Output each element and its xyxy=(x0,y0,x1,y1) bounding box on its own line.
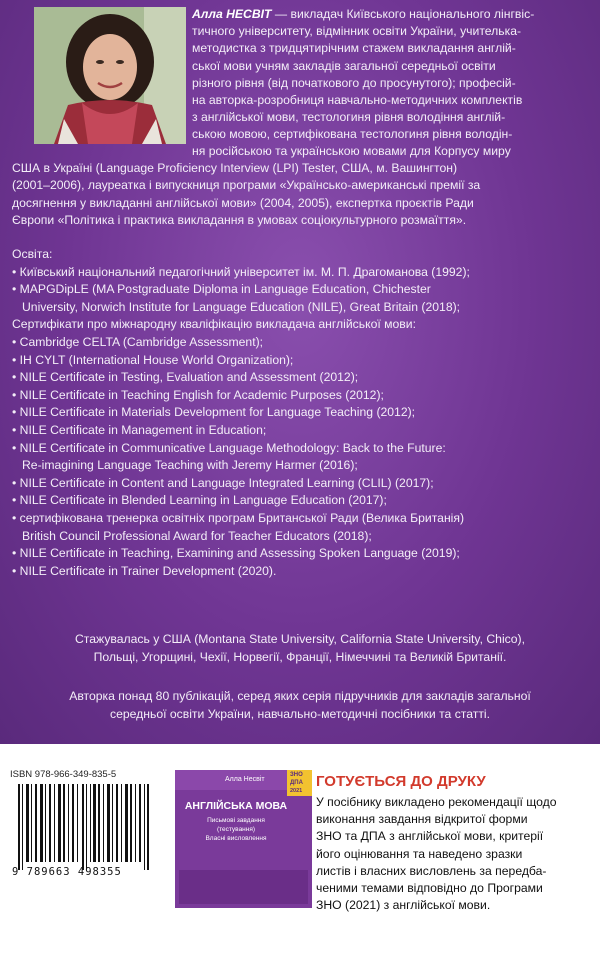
promo-line: ченими темами відповідно до Програми xyxy=(316,881,543,896)
certificate-item: • IH CYLT (International House World Organization); xyxy=(12,352,294,367)
education-item: University, Norwich Institute for Language Education (NILE), Great Britain (2018); xyxy=(22,299,461,314)
bio-line: ської мови учням закладів загальної середньої освіти xyxy=(192,58,496,73)
bio-line: (2001–2006), лауреатка і випускниця програми «Українсько-американські премії за xyxy=(12,178,481,193)
mini-book-title: АНГЛІЙСЬКА МОВА xyxy=(184,800,288,812)
author-photo xyxy=(34,7,186,144)
bio-line: тичного університету, відмінник освіти України, учителька- xyxy=(192,24,522,39)
mini-book-author: Алла Несвіт xyxy=(225,776,265,783)
education-section xyxy=(12,246,592,580)
bio-line: на авторка-розробниця навчально-методичних комплектів xyxy=(192,93,523,108)
bio-line: Європи «Політика і практика викладання в умовах соціокультурного розмаїття». xyxy=(12,212,467,227)
author-name: Алла НЕСВІТ xyxy=(192,7,272,21)
barcode xyxy=(8,782,166,882)
mini-book-badge-dpa: ДПА xyxy=(290,780,303,786)
certificate-item: Re-imagining Language Teaching with Jeremy Harmer (2016); xyxy=(22,458,358,473)
promo-line: ЗНО та ДПА з англійської мови, критерії xyxy=(316,829,544,844)
promo-text xyxy=(316,794,590,914)
certificate-item: • NILE Certificate in Content and Language Integrated Learning (CLIL) (2017); xyxy=(12,475,434,490)
upcoming-book-cover xyxy=(175,770,312,908)
promo-line: листів і власних висловлень за передба- xyxy=(316,863,547,878)
barcode-digits: 9 789663 498355 xyxy=(12,866,122,878)
certificate-item: • NILE Certificate in Communicative Language Methodology: Back to the Future: xyxy=(12,440,446,455)
internship-paragraph xyxy=(12,630,588,666)
author-portrait-image xyxy=(34,7,186,144)
bio-line: ня російською та українською мовами для Корпусу миру xyxy=(192,144,511,158)
bio-line: з англійської мови, тестологиня рівня володіння англій- xyxy=(192,110,506,125)
certificate-item: • NILE Certificate in Teaching English for Academic Purposes (2012); xyxy=(12,387,384,402)
mini-book-subtitle: (тестування) xyxy=(216,826,256,833)
certificate-item: • NILE Certificate in Trainer Development (2020). xyxy=(12,563,277,578)
education-heading: Освіта: xyxy=(12,247,53,261)
certificate-item: • NILE Certificate in Teaching, Examining and Assessing Spoken Language (2019); xyxy=(12,546,460,561)
certificate-item: • Cambridge CELTA (Cambridge Assessment); xyxy=(12,334,264,349)
certificate-item: • сертифікована тренерка освітніх програм Британської Ради (Велика Британія) xyxy=(12,510,465,525)
bio-line: США в Україні (Language Proficiency Interview (LPI) Tester, США, м. Вашингтон) xyxy=(12,161,458,176)
promo-line: У посібнику викладено рекомендації щодо xyxy=(316,795,557,809)
author-bio-full xyxy=(12,143,588,229)
bio-line: різного рівня (від початкового до просунутого); професій- xyxy=(192,75,516,90)
publications-line: Авторка понад 80 публікацій, серед яких серія підручників для закладів загальної xyxy=(69,689,531,703)
certificate-item: • NILE Certificate in Materials Development for Language Teaching (2012); xyxy=(12,405,416,420)
bio-line: — викладач Київського національного лінгвіс- xyxy=(274,7,535,21)
internship-line: Стажувалась у США (Montana State University, California State University, Chico), xyxy=(75,632,525,646)
promo-line: ЗНО (2021) з англійської мови. xyxy=(316,898,491,913)
mini-book-subtitle: Письмові завдання xyxy=(207,817,265,824)
mini-book-badge-zno: ЗНО xyxy=(290,772,303,778)
mini-book-badge-year: 2021 xyxy=(290,788,303,794)
certificate-item: British Council Professional Award for Teacher Educators (2018); xyxy=(22,528,372,543)
internship-line: Польщі, Угорщині, Чехії, Норвегії, Франції, Німеччині та Великій Британії. xyxy=(93,650,507,664)
publications-paragraph xyxy=(12,687,588,723)
certificate-item: • NILE Certificate in Blended Learning in Language Education (2017); xyxy=(12,493,387,508)
publications-line: середньої освіти України, навчально-методичні посібники та статті. xyxy=(109,707,491,721)
certificates-heading: Сертифікати про міжнародну кваліфікацію викладача англійської мови: xyxy=(12,317,416,332)
isbn-label: ISBN 978-966-349-835-5 xyxy=(10,769,117,780)
author-bio-top xyxy=(192,6,588,144)
bio-line: методистка з тридцятирічним стажем викладання англій- xyxy=(192,41,516,56)
bio-line: ською мовою, сертифікована тестологиня рівня володін- xyxy=(192,127,513,142)
mini-book-subtitle: Власні висловлення xyxy=(205,835,267,842)
education-item: • MAPGDipLE (MA Postgraduate Diploma in Language Education, Chichester xyxy=(12,282,431,297)
bio-line: досягнення у викладанні англійської мови» (2004, 2005), експертка проєктів Ради xyxy=(12,195,474,210)
certificate-item: • NILE Certificate in Testing, Evaluation and Assessment (2012); xyxy=(12,370,359,385)
education-item: • Київський національний педагогічний університет ім. М. П. Драгоманова (1992); xyxy=(12,264,470,279)
promo-title: ГОТУЄТЬСЯ ДО ДРУКУ xyxy=(316,773,486,790)
certificate-item: • NILE Certificate in Management in Education; xyxy=(12,422,267,437)
promo-line: його оцінювання та наведено зразки xyxy=(316,846,523,861)
promo-line: виконання завдання відкритої форми xyxy=(316,812,528,827)
